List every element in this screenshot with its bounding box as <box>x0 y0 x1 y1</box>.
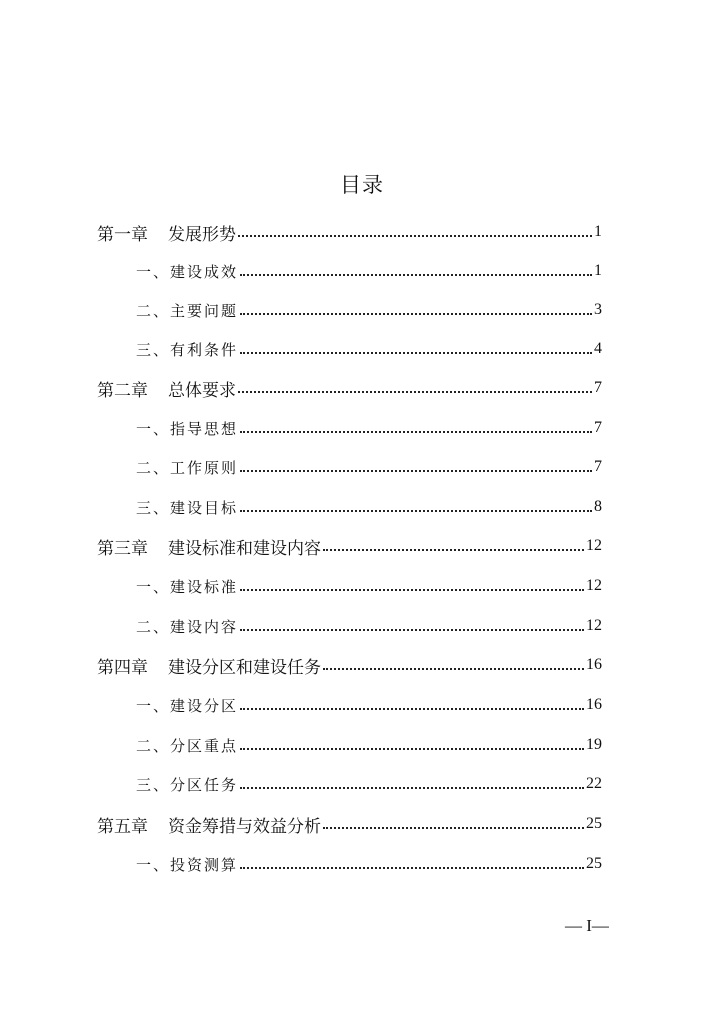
dot-leader <box>240 274 592 276</box>
toc-section[interactable] <box>136 290 602 330</box>
toc-section[interactable] <box>136 566 602 606</box>
dot-leader <box>240 867 584 869</box>
dot-leader <box>240 787 584 789</box>
toc-title: 目录 <box>340 173 384 197</box>
toc-page-number: 7 <box>594 419 602 436</box>
section-title: 一、指导思想 <box>136 419 239 438</box>
toc-page-number: 7 <box>594 458 602 475</box>
toc-section[interactable] <box>136 725 602 765</box>
dot-leader <box>240 589 584 591</box>
section-title: 一、投资测算 <box>136 855 239 874</box>
toc-chapter-2[interactable] <box>97 368 602 408</box>
toc-page-number: 3 <box>594 301 602 318</box>
chapter-title: 建设标准和建设内容 <box>168 538 321 559</box>
toc-entry-label <box>97 376 236 401</box>
chapter-title: 总体要求 <box>168 380 236 401</box>
toc-entry-label <box>97 534 321 559</box>
section-title: 三、分区任务 <box>136 775 239 794</box>
toc-section[interactable] <box>136 447 602 487</box>
page-number-footer: — I— <box>565 916 609 935</box>
toc-section[interactable] <box>136 606 602 646</box>
section-title: 一、建设成效 <box>136 262 239 281</box>
chapter-title: 发展形势 <box>168 224 236 245</box>
toc-page-number: 8 <box>594 498 602 515</box>
dot-leader <box>240 431 592 433</box>
toc-entry-label <box>97 653 321 678</box>
section-title: 二、主要问题 <box>136 301 239 320</box>
dot-leader <box>240 352 592 354</box>
toc-page-number: 7 <box>594 379 602 396</box>
chapter-number: 第一章 <box>97 224 148 245</box>
toc-page-number: 4 <box>594 340 602 357</box>
section-title: 一、建设分区 <box>136 696 239 715</box>
toc-chapter-1[interactable] <box>97 212 602 252</box>
toc-entry-label <box>97 812 321 837</box>
dot-leader <box>323 549 584 551</box>
section-title: 三、有利条件 <box>136 340 239 359</box>
toc-page-number: 16 <box>586 656 602 673</box>
toc-chapter-4[interactable] <box>97 645 602 685</box>
toc-section[interactable] <box>136 251 602 291</box>
toc-page-number: 25 <box>586 855 602 872</box>
dot-leader <box>240 629 584 631</box>
toc-page-number: 12 <box>586 617 602 634</box>
toc-page-number: 12 <box>586 537 602 554</box>
toc-page-number: 25 <box>586 815 602 832</box>
dot-leader <box>240 470 592 472</box>
section-title: 二、工作原则 <box>136 458 239 477</box>
toc-page-number: 1 <box>594 223 602 240</box>
section-title: 二、分区重点 <box>136 736 239 755</box>
dot-leader <box>240 708 584 710</box>
toc-page-number: 12 <box>586 577 602 594</box>
chapter-number: 第三章 <box>97 538 148 559</box>
toc-page-number: 22 <box>586 775 602 792</box>
dot-leader <box>323 827 584 829</box>
toc-entry-label <box>97 220 236 245</box>
toc-section[interactable] <box>136 487 602 527</box>
chapter-number: 第四章 <box>97 657 148 678</box>
toc-page-number: 19 <box>586 736 602 753</box>
section-title: 二、建设内容 <box>136 617 239 636</box>
toc-section[interactable] <box>136 408 602 448</box>
chapter-number: 第五章 <box>97 816 148 837</box>
toc-chapter-5[interactable] <box>97 804 602 844</box>
dot-leader <box>238 235 592 237</box>
toc-section[interactable] <box>136 764 602 804</box>
chapter-number: 第二章 <box>97 380 148 401</box>
chapter-title: 资金筹措与效益分析 <box>168 816 321 837</box>
toc-section[interactable] <box>136 685 602 725</box>
toc-section[interactable] <box>136 329 602 369</box>
dot-leader <box>240 748 584 750</box>
chapter-title: 建设分区和建设任务 <box>168 657 321 678</box>
toc-section[interactable] <box>136 844 602 884</box>
dot-leader <box>323 668 584 670</box>
section-title: 三、建设目标 <box>136 498 239 517</box>
dot-leader <box>238 391 592 393</box>
dot-leader <box>240 313 592 315</box>
section-title: 一、建设标准 <box>136 577 239 596</box>
toc-chapter-3[interactable] <box>97 526 602 566</box>
toc-page-number: 16 <box>586 696 602 713</box>
toc-page-number: 1 <box>594 262 602 279</box>
dot-leader <box>240 510 592 512</box>
